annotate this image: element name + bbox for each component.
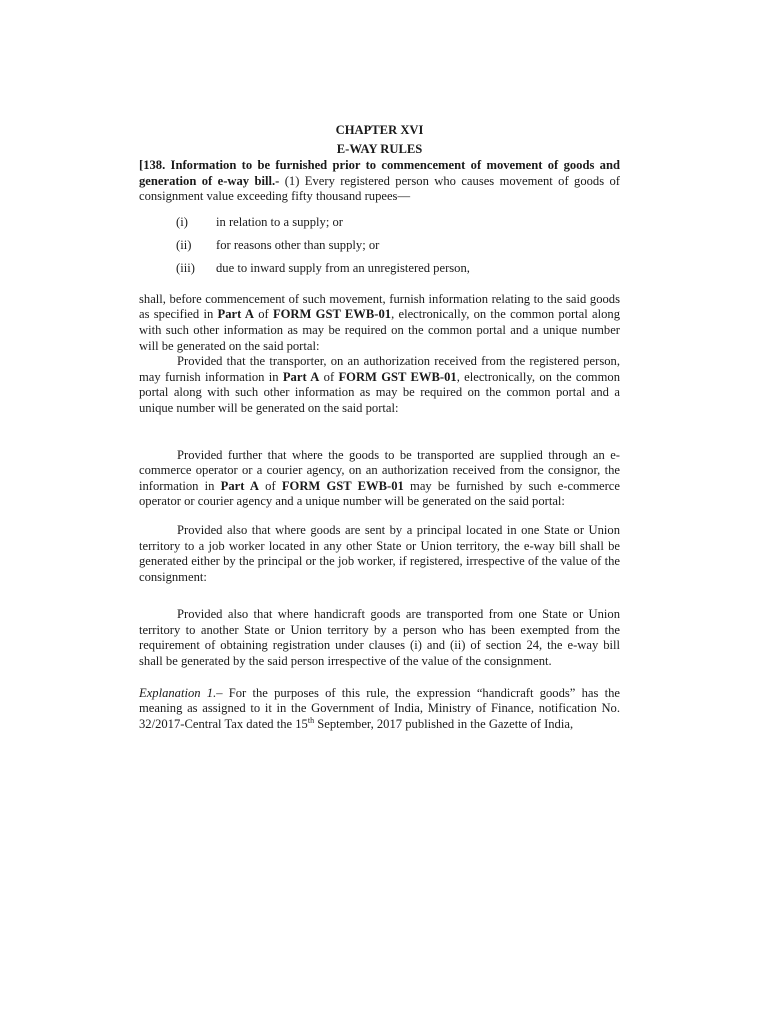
list-item-text: for reasons other than supply; or [216,237,380,252]
list-item-number: (i) [176,214,188,229]
list-item-number: (ii) [176,237,192,252]
list-item [139,261,620,284]
paragraph-proviso-transporter: Provided that the transporter, on an authorization received from the registered person, may furnish information in Part A of FORM GST EWB-01, electronically, on the common portal along with such other information as may be required on the common portal and a unique number will be generated on the said portal: [139,354,620,415]
rule-138-intro [139,158,620,205]
paragraph-explanation: Explanation 1.– For the purposes of this rule, the expression “handicraft goods” has the meaning as assigned to it in the Government of India, Ministry of Finance, notification No. 32/2017-Central Tax dated the 15th September, 2017 published in the Gazette of India, [139,685,620,731]
clause-list [139,215,620,284]
paragraph-shall: shall, before commencement of such movement, furnish information relating to the said goods as specified in Part A of FORM GST EWB-01, electronically, on the common portal along with such other information as may be required on the common portal and a unique number will be generated on the said portal: [139,291,621,353]
list-item [139,238,620,261]
chapter-title: E-WAY RULES [336,142,423,156]
list-item [139,215,620,238]
document-page [139,121,620,732]
rule-138-heading: [138. Information to be furnished prior to commencement of movement of goods and generation of e-way bill.- [139,158,620,188]
list-item-text: in relation to a supply; or [216,214,343,229]
chapter-number: CHAPTER XVI [335,123,424,137]
paragraph-proviso-handicraft: Provided also that where handicraft goods are transported from one State or Union territory to another State or Union territory by a person who has been exempted from the requirement of obtaining registration under clauses (i) and (ii) of section 24, the e-way bill shall be generated by the said person irrespective of the value of the consignment. [139,607,620,669]
list-item-text: due to inward supply from an unregistered person, [216,260,470,275]
paragraph-proviso-job-worker: Provided also that where goods are sent by a principal located in one State or Union territory to a job worker located in any other State or Union territory, the e-way bill shall be generated either by the principal or the job worker, if registered, irrespective of the value of the consignment: [139,522,620,584]
rule-138-intro-text: (1) Every registered person who causes movement of goods of consignment value exceeding fifty thousand rupees— [139,173,620,204]
list-item-number: (iii) [176,260,195,275]
paragraph-proviso-ecommerce: Provided further that where the goods to be transported are supplied through an e-commerce operator or a courier agency, on an authorization received from the consignor, the information in Part A of FORM GST EWB-01 may be furnished by such e-commerce operator or courier agency and a unique number will be generated on the said portal: [139,447,620,509]
explanation-label: Explanation 1. [139,685,217,700]
